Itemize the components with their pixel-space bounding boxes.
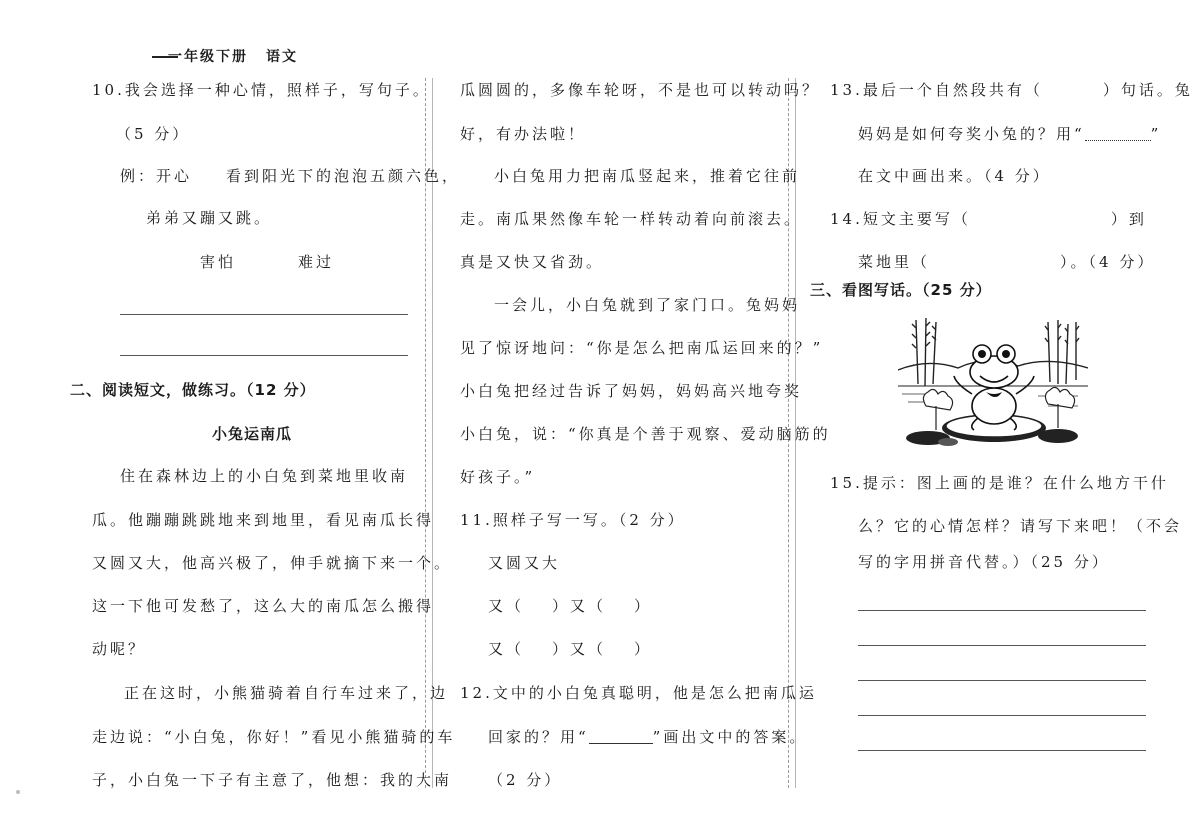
q15-line-2: 么？它的心情怎样？请写下来吧！（不会 (858, 517, 1183, 535)
q11-fill-row-2[interactable] (488, 639, 652, 659)
q11-blank-open: 又（ (488, 640, 525, 658)
emotion-option-sad: 难过 (298, 253, 335, 271)
q12-text-b: ”画出文中的答案。 (652, 728, 808, 746)
q13-line-1 (830, 80, 1193, 100)
story-line: 见了惊讶地问：“你是怎么把南瓜运回来的？” (460, 339, 824, 357)
q13-text-c: 妈妈是如何夸奖小兔的？用“ (858, 125, 1085, 143)
story-line: 好孩子。” (460, 468, 536, 486)
page-edge-mark (16, 790, 20, 794)
story-line: 小白兔用力把南瓜竖起来，推着它往前 (494, 167, 801, 185)
story-line: 又圆又大，他高兴极了，伸手就摘下来一个。 (92, 554, 453, 572)
story-line: 走边说：“小白兔，你好！”看见小熊猫骑的车 (92, 728, 456, 746)
story-title: 小兔运南瓜 (212, 425, 293, 443)
q13-text-b: ）句话。兔 (1102, 81, 1193, 99)
writing-line-5[interactable] (858, 680, 1146, 681)
q14-text-a: 14.短文主要写（ (830, 210, 971, 228)
story-line: 走。南瓜果然像车轮一样转动着向前滚去。 (460, 210, 803, 228)
story-line: 好，有办法啦！ (460, 125, 587, 143)
q14-line-1 (830, 209, 1147, 229)
q10-text: 10.我会选择一种心情，照样子，写句子。 (92, 81, 431, 99)
q13-line-3: 在文中画出来。（4 分） (858, 167, 1051, 185)
q15-line-1: 15.提示：图上画的是谁？在什么地方干什 (830, 474, 1169, 492)
q11-blank-close: ） (634, 640, 653, 658)
writing-line-6[interactable] (858, 715, 1146, 716)
q10-score: （5 分） (116, 125, 191, 143)
story-line: 住在森林边上的小白兔到菜地里收南 (120, 467, 409, 485)
q13-text-a: 13.最后一个自然段共有（ (830, 81, 1043, 99)
q11-blank-mid: ）又（ (552, 597, 607, 615)
story-line: 这一下他可发愁了，这么大的南瓜怎么搬得 (92, 597, 435, 615)
writing-line-2[interactable] (120, 355, 408, 356)
writing-line-1[interactable] (120, 314, 408, 315)
q12-line-2 (488, 727, 807, 747)
q15-line-3: 写的字用拼音代替。）（25 分） (858, 553, 1110, 571)
q12-score: （2 分） (488, 771, 563, 789)
q11-blank-mid: ）又（ (552, 640, 607, 658)
writing-line-3[interactable] (858, 610, 1146, 611)
grade-label: 一年级下册 (168, 49, 248, 65)
q12-underline-sample (589, 731, 653, 744)
q11-blank-open: 又（ (488, 597, 525, 615)
q12-text-a: 回家的？用“ (488, 728, 589, 746)
q13-wavy-line-sample (1085, 128, 1151, 141)
story-line: 小白兔，说：“你真是个善于观察、爱动脑筋的 (460, 425, 831, 443)
q13-line-2 (858, 124, 1161, 144)
q14-text-c: 菜地里（ (858, 253, 931, 271)
frog-pond-picture (898, 314, 1088, 452)
story-line: 小白兔把经过告诉了妈妈，妈妈高兴地夸奖 (460, 382, 803, 400)
writing-line-7[interactable] (858, 750, 1146, 751)
story-line: 瓜。他蹦蹦跳跳地来到地里，看见南瓜长得 (92, 511, 435, 529)
q12-line-1: 12.文中的小白兔真聪明，他是怎么把南瓜运 (460, 684, 817, 702)
story-line: 瓜圆圆的，多像车轮呀，不是也可以转动吗？ (460, 81, 821, 99)
q11-fill-row-1[interactable] (488, 596, 652, 616)
example-text-2: 弟弟又蹦又跳。 (146, 209, 273, 227)
q11-example: 又圆又大 (488, 554, 561, 572)
story-line: 子，小白兔一下子有主意了，他想：我的大南 (92, 771, 453, 789)
q13-text-d: ” (1150, 125, 1162, 143)
q11-blank-close: ） (634, 597, 653, 615)
example-label: 例：开心 (120, 167, 193, 185)
story-line: 正在这时，小熊猫骑着自行车过来了，边 (124, 684, 449, 702)
q11-text: 11.照样子写一写。（2 分） (460, 511, 686, 529)
story-line: 一会儿，小白兔就到了家门口。兔妈妈 (494, 296, 801, 314)
q14-text-d: ）。（4 分） (1060, 253, 1156, 271)
story-line: 动呢？ (92, 640, 147, 658)
emotion-option-fear: 害怕 (200, 253, 237, 271)
example-text-1: 看到阳光下的泡泡五颜六色， (226, 167, 461, 185)
q14-text-b: ）到 (1110, 210, 1147, 228)
q14-line-2 (858, 252, 1155, 272)
story-line: 真是又快又省劲。 (460, 253, 605, 271)
writing-line-4[interactable] (858, 645, 1146, 646)
section2-title: 二、阅读短文，做练习。（12 分） (70, 381, 316, 399)
section3-title: 三、看图写话。（25 分） (810, 281, 992, 299)
subject-label: 语文 (266, 49, 298, 65)
